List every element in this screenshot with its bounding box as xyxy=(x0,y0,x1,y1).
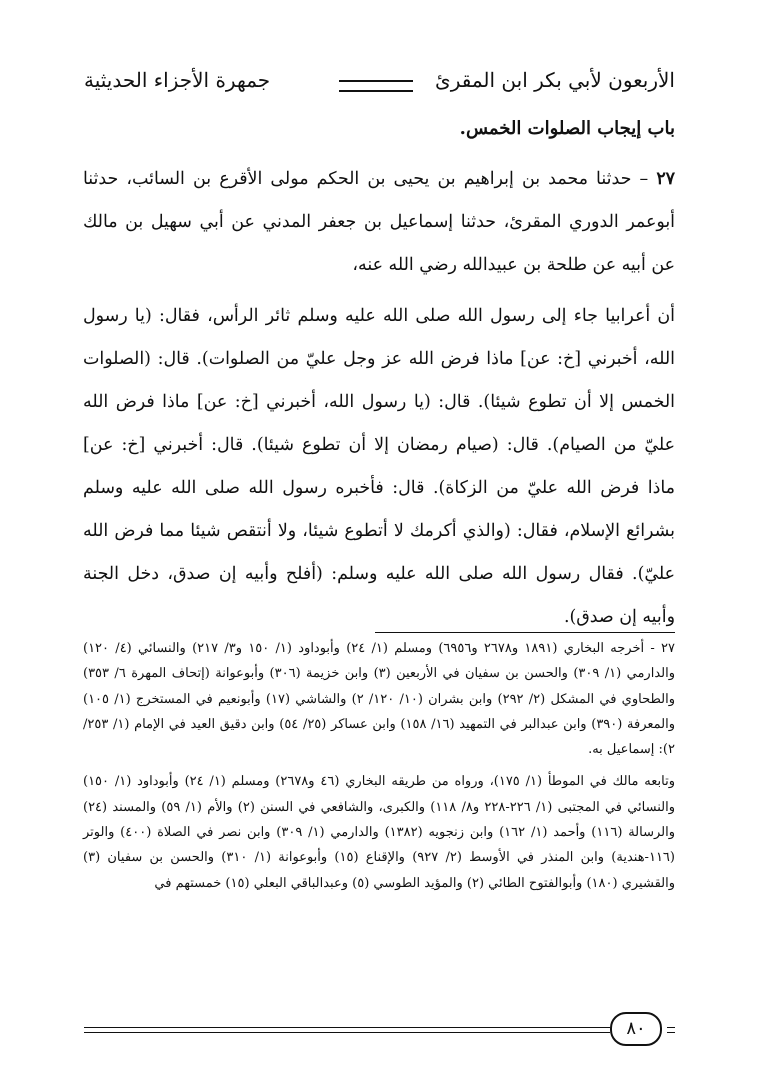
page-number: ٨٠ xyxy=(610,1012,662,1046)
book-title: الأربعون لأبي بكر ابن المقرئ xyxy=(435,68,675,92)
hadith-isnad: – حدثنا محمد بن إبراهيم بن يحيى بن الحكم مولى الأقرع بن السائب، حدثنا أبوعمر الدوري المقرئ، حدثنا إسماعيل بن جعفر المدني عن أبي سهيل بن مالك عن أبيه عن طلحة بن عبيدالله رضي الله عنه، xyxy=(83,169,675,275)
hadith-number: ٢٧ xyxy=(656,169,675,189)
footnotes xyxy=(83,636,675,896)
series-title: جمهرة الأجزاء الحديثية xyxy=(84,68,271,92)
running-header xyxy=(84,68,675,108)
footnote-separator xyxy=(375,632,675,633)
footer-rule-right xyxy=(667,1027,675,1033)
page-footer xyxy=(84,1010,675,1046)
hadith-matn: أن أعرابيا جاء إلى رسول الله صلى الله عليه وسلم ثائر الرأس، فقال: (يا رسول الله، أخبرني [خ: عن] ماذا فرض الله عز وجل عليّ من الصلوات). قال: (الصلوات الخمس إلا أن تطوع شيئا). قال: (يا رسول الله، أخبرني [خ: عن] ماذا فرض الله عليّ من الصيام). قال: (صيام رمضان إلا أن تطوع شيئا). قال: أخبرني [خ: عن] ماذا فرض الله عليّ من الزكاة). قال: فأخبره رسول الله صلى الله عليه وسلم بشرائع الإسلام، فقال: (والذي أكرمك لا أتطوع شيئا، ولا أنتقص شيئا مما فرض الله عليّ). فقال رسول الله صلى الله عليه وسلم: (أفلح وأبيه إن صدق، دخل الجنة وأبيه إن صدق). xyxy=(83,306,675,627)
hadith-isnad-paragraph xyxy=(83,158,675,287)
footer-rule-left xyxy=(84,1027,610,1033)
chapter-title: باب إيجاب الصلوات الخمس. xyxy=(459,118,675,139)
footnote-takhrij: ٢٧ - أخرجه البخاري (١٨٩١ و٢٦٧٨ و٦٩٥٦) ومسلم (١/ ٢٤) وأبوداود (١/ ١٥٠ و٣/ ٢١٧) والنسائي (٤/ ١٢٠) والدارمي (١/ ٣٠٩) والحسن بن سفيان في الأربعين (٣) وابن خزيمة (٣٠٦) وأبوعوانة (إتحاف المهرة ٦/ ٣٥٣) والطحاوي في المشكل (٢/ ٢٩٢) وابن بشران (١٠/ ١٢٠/ ٢) والشاشي (١٧) وأبونعيم في المستخرج (١/ ١٠٥) والمعرفة (٣٩٠) وابن عبدالبر في التمهيد (١٦/ ١٥٨) وابن عساكر (٢٥/ ٥٤) وابن دقيق العيد في الإمام (١/ ٢٥٣/ ٢): إسماعيل به. xyxy=(83,641,676,758)
footnote-mutabaa: وتابعه مالك في الموطأ (١/ ١٧٥)، ورواه من طريقه البخاري (٤٦ و٢٦٧٨) ومسلم (١/ ٢٤) وأبوداود (١/ ١٥٠) والنسائي في المجتبى (١/ ٢٢٦-٢٢٨ و٨/ ١١٨) والكبرى، والشافعي في السنن (٢) والأم (١/ ٥٩) والمسند (٢٤) والرسالة (١١٦) وأحمد (١/ ١٦٢) وابن زنجويه (١٣٨٢) والدارمي (١/ ٣٠٩) وابن نصر في الصلاة (٤٠٠) والوتر (١١٦-هندية) وابن المنذر في الأوسط (٢/ ٩٢٧) والإقناع (١٥) وأبوعوانة (١/ ٣١٠) والحسن بن سفيان (٣) والقشيري (١٨٠) وأبوالفتوح الطائي (٢) والمؤيد الطوسي (٥) وعبدالباقي البعلي (١٥) خمستهم في xyxy=(83,774,676,891)
header-double-rule xyxy=(339,80,413,92)
main-text xyxy=(83,158,675,639)
